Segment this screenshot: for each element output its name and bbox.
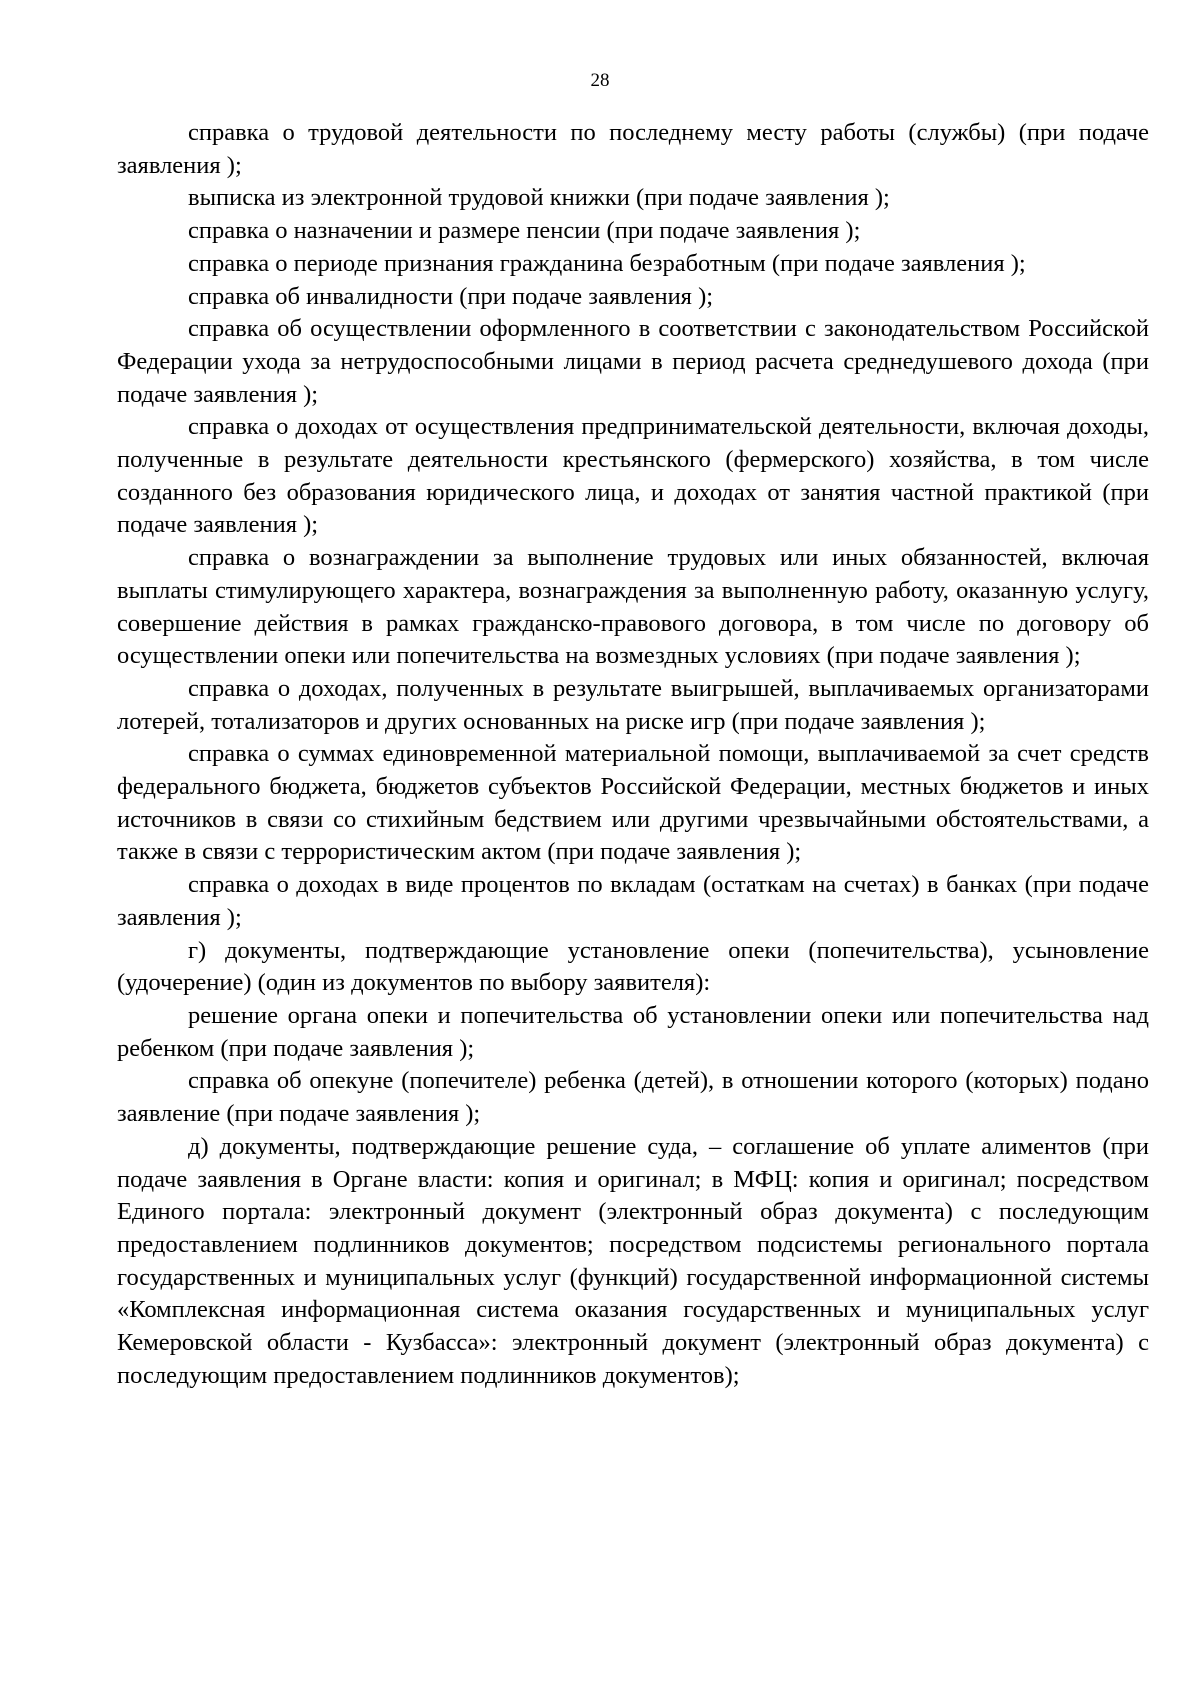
paragraph-alimony-documents: д) документы, подтверждающие решение суда, – соглашение об уплате алиментов (при подаче заявления в Органе власти: копия и оригинал; в МФЦ: копия и оригинал; посредством Единого портала: электронный документ (электронный образ документа) с последующим предоставлением подлинников документов; посредством подсистемы регионального портала государственных и муниципальных услуг (функций) государственной информационной системы «Комплексная информационная система оказания государственных и муниципальных услуг Кемеровской области - Кузбасса»: электронный документ (электронный образ документа) с последующим предоставлением подлинников документов); bbox=[117, 1132, 1149, 1389]
paragraph-employment-certificate: справка о трудовой деятельности по последнему месту работы (службы) (при подаче заявления ); bbox=[117, 119, 1149, 179]
paragraph-disability-certificate: справка об инвалидности (при подаче заявления ); bbox=[188, 282, 714, 310]
paragraph-electronic-workbook: выписка из электронной трудовой книжки (при подаче заявления ); bbox=[188, 184, 890, 212]
paragraph-business-income-certificate: справка о доходах от осуществления предпринимательской деятельности, включая доходы, полученные в результате деятельности крестьянского (фермерского) хозяйства, в том числе созданного без образования юридического лица, и доходах от занятия частной практикой (при подаче заявления ); bbox=[117, 413, 1149, 539]
paragraph-winnings-certificate: справка о доходах, полученных в результате выигрышей, выплачиваемых организаторами лотерей, тотализаторов и других основанных на риске игр (при подаче заявления ); bbox=[117, 674, 1149, 735]
page-number: 28 bbox=[590, 70, 610, 91]
paragraph-guardian-certificate: справка об опекуне (попечителе) ребенка (детей), в отношении которого (которых) подано заявление (при подаче заявления ); bbox=[117, 1067, 1149, 1128]
paragraph-remuneration-certificate: справка о вознаграждении за выполнение трудовых или иных обязанностей, включая выплаты стимулирующего характера, вознаграждения за выполненную работу, оказанную услугу, совершение действия в рамках гражданско-правового договора, в том числе по договору об осуществлении опеки или попечительства на возмездных условиях (при подаче заявления ); bbox=[117, 544, 1149, 670]
paragraph-care-certificate: справка об осуществлении оформленного в соответствии с законодательством Российской Федерации ухода за нетрудоспособными лицами в период расчета среднедушевого дохода (при подаче заявления ); bbox=[117, 315, 1149, 408]
paragraph-pension-certificate: справка о назначении и размере пенсии (при подаче заявления ); bbox=[188, 217, 861, 245]
document-body bbox=[117, 117, 1149, 1392]
paragraph-guardianship-documents: г) документы, подтверждающие установление опеки (попечительства), усыновление (удочерение) (один из документов по выбору заявителя): bbox=[117, 936, 1149, 997]
paragraph-deposit-interest-certificate: справка о доходах в виде процентов по вкладам (остаткам на счетах) в банках (при подаче заявления ); bbox=[117, 871, 1149, 931]
paragraph-unemployment-certificate: справка о периоде признания гражданина безработным (при подаче заявления ); bbox=[188, 249, 1026, 277]
paragraph-guardianship-decision: решение органа опеки и попечительства об установлении опеки или попечительства над ребенком (при подаче заявления ); bbox=[117, 1001, 1149, 1062]
paragraph-material-aid-certificate: справка о суммах единовременной материальной помощи, выплачиваемой за счет средств федерального бюджета, бюджетов субъектов Российской Федерации, местных бюджетов и иных источников в связи со стихийным бедствием или другими чрезвычайными обстоятельствами, а также в связи с террористическим актом (при подаче заявления ); bbox=[117, 740, 1149, 866]
